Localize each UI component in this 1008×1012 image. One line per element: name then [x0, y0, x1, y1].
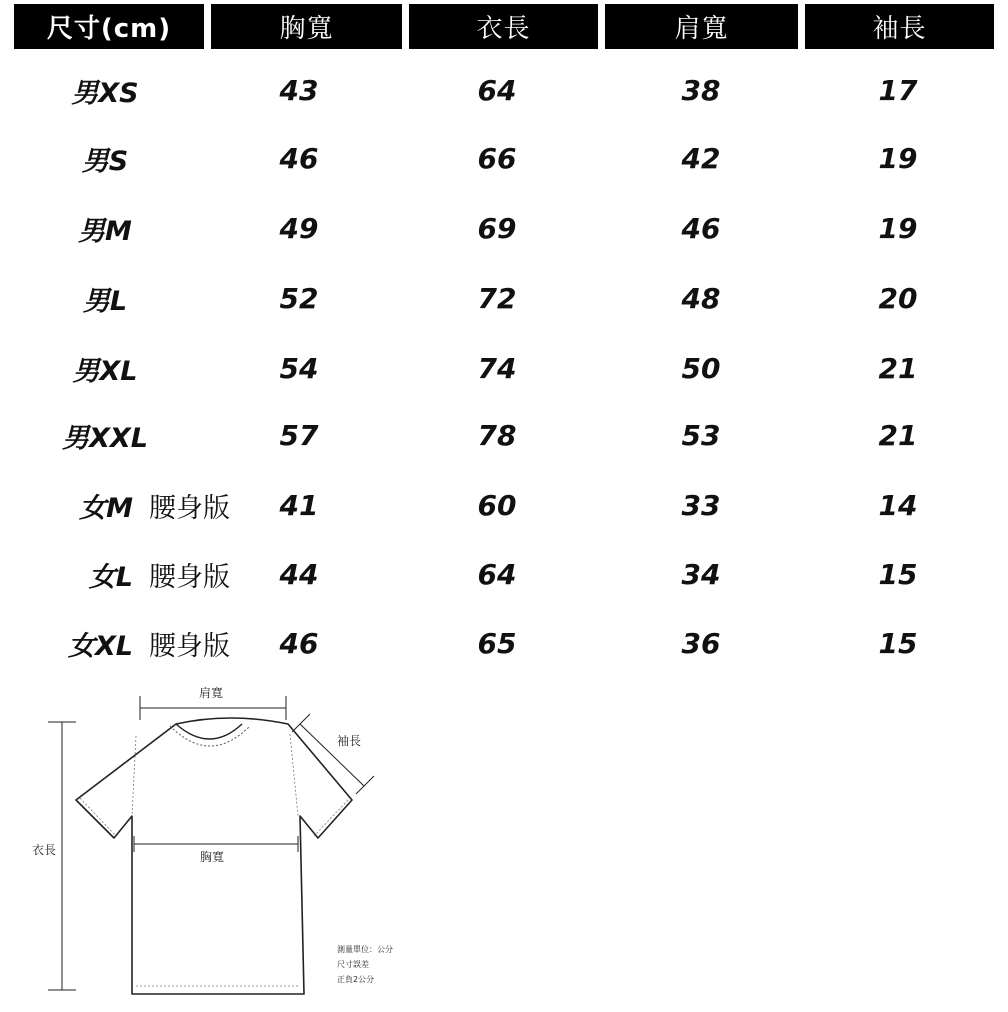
table-row: [0, 135, 1008, 181]
header-size: 尺寸(cm): [14, 4, 204, 49]
sleeve-length-value: 15: [878, 626, 918, 660]
chest-width-value: 41: [279, 488, 319, 522]
tshirt-diagram-svg: [0, 676, 440, 1008]
size-label: [40, 345, 170, 391]
shoulder-width-value: 33: [681, 488, 721, 522]
table-row: [0, 345, 1008, 391]
sleeve-length-value: 15: [878, 557, 918, 591]
body-length-value: 66: [477, 141, 517, 175]
shoulder-width-value: 50: [681, 351, 721, 385]
size-name: 男L: [82, 285, 128, 317]
chest-width-value: 54: [279, 351, 319, 385]
body-length-value: 64: [477, 557, 517, 591]
size-name: 男XS: [71, 77, 139, 109]
body-length-value: 65: [477, 626, 517, 660]
size-label: [40, 275, 170, 321]
size-label: [68, 620, 230, 666]
size-name: 女XL: [67, 630, 133, 662]
chest-width-value: 46: [279, 626, 319, 660]
body-length-label: 衣長: [32, 843, 57, 857]
right-sleeve-seam: [314, 800, 348, 836]
size-label: [79, 482, 230, 528]
sleeve-length-value: 19: [878, 211, 918, 245]
chest-width-value: 46: [279, 141, 319, 175]
size-label: [40, 67, 170, 113]
chest-width-value: 49: [279, 211, 319, 245]
left-sleeve-seam: [80, 798, 116, 836]
chest-width-value: 43: [279, 73, 319, 107]
body-length-value: 60: [477, 488, 517, 522]
body-length-value: 69: [477, 211, 517, 245]
table-row: [0, 482, 1008, 528]
size-fit-note: 腰身版: [149, 630, 230, 662]
sleeve-length-value: 19: [878, 141, 918, 175]
sleeve-tick-bottom: [356, 776, 374, 794]
header-sleeve-length: 袖長: [805, 4, 994, 49]
table-row: [0, 412, 1008, 458]
body-length-value: 78: [477, 418, 517, 452]
shoulder-width-value: 42: [681, 141, 721, 175]
size-fit-note: 腰身版: [149, 492, 230, 524]
sleeve-length-value: 20: [878, 281, 918, 315]
right-seam: [290, 734, 298, 816]
size-name: 男M: [78, 215, 132, 247]
shoulder-width-value: 48: [681, 281, 721, 315]
size-name: 女L: [88, 561, 133, 593]
sleeve-length-value: 14: [878, 488, 918, 522]
shoulder-width-value: 53: [681, 418, 721, 452]
table-row: [0, 551, 1008, 597]
body-length-value: 64: [477, 73, 517, 107]
size-fit-note: 腰身版: [149, 561, 230, 593]
table-row: [0, 275, 1008, 321]
body-length-value: 74: [477, 351, 517, 385]
chest-width-label: 胸寬: [200, 850, 225, 864]
chest-width-value: 52: [279, 281, 319, 315]
shoulder-width-value: 38: [681, 73, 721, 107]
note-tolerance: 尺寸誤差: [337, 960, 369, 969]
size-name: 女M: [79, 492, 133, 524]
table-row: [0, 205, 1008, 251]
header-shoulder-width: 肩寬: [605, 4, 798, 49]
sleeve-length-value: 21: [878, 351, 918, 385]
shoulder-width-value: 46: [681, 211, 721, 245]
shoulder-width-label: 肩寬: [199, 686, 224, 700]
sleeve-length-value: 21: [878, 418, 918, 452]
size-name: 男S: [81, 145, 129, 177]
shoulder-width-value: 36: [681, 626, 721, 660]
size-label: [40, 412, 170, 458]
header-chest-width: 胸寬: [211, 4, 402, 49]
note-unit: 測量單位：公分: [337, 945, 393, 954]
header-body-length: 衣長: [409, 4, 598, 49]
size-name: 男XXL: [62, 422, 148, 454]
shoulder-width-value: 34: [681, 557, 721, 591]
size-label: [89, 551, 230, 597]
size-label: [40, 135, 170, 181]
collar-outer: [176, 724, 242, 739]
measurement-diagram: [0, 676, 440, 1008]
size-label: [40, 205, 170, 251]
sleeve-tick-top: [292, 714, 310, 732]
sleeve-length-value: 17: [878, 73, 918, 107]
note-tolerance-value: 正負2公分: [337, 975, 375, 984]
body-length-value: 72: [477, 281, 517, 315]
sleeve-length-label: 袖長: [337, 734, 362, 748]
chest-width-value: 57: [279, 418, 319, 452]
table-row: [0, 67, 1008, 113]
table-row: [0, 620, 1008, 666]
size-name: 男XL: [72, 355, 138, 387]
chest-width-value: 44: [279, 557, 319, 591]
left-seam: [132, 736, 136, 816]
